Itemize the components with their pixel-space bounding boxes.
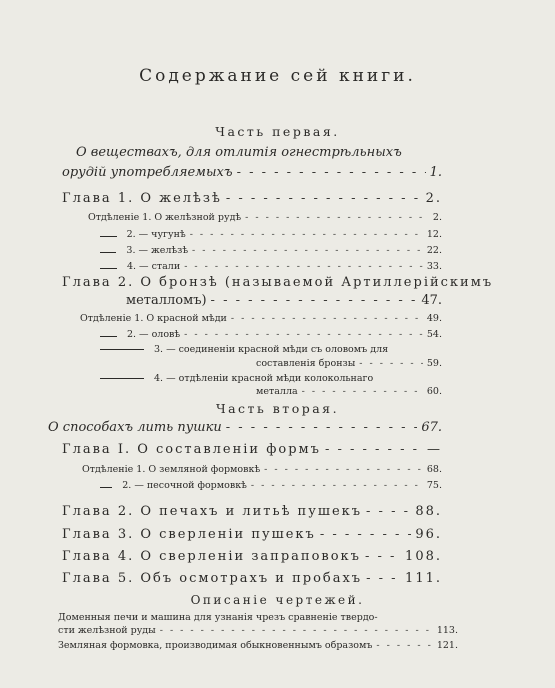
part2-subject: О способахъ лить пушки <box>48 420 222 435</box>
toc-section <box>100 245 442 256</box>
section-label: Отдѣленіе 1. О земляной формовкѣ <box>82 464 261 475</box>
section-label: 2. — чугунѣ <box>126 229 186 240</box>
chapter2-line1: Глава 2. О бронзѣ (называемой Артиллерійскимъ <box>62 275 494 290</box>
section-line1: 3. — соединеніи красной мѣди съ оловомъ для <box>100 344 388 355</box>
ditto-rule <box>100 268 117 269</box>
part1-heading: Часть первая. <box>215 124 340 139</box>
toc-section <box>100 480 442 491</box>
chapter-label: Глава 5. Объ осмотрахъ и пробахъ <box>62 571 363 586</box>
drawing-label: Земляная формовка, производимая обыкновеннымъ образомъ <box>58 640 373 651</box>
page-number: 2. <box>432 212 442 223</box>
page-number: 88. <box>415 504 442 519</box>
toc-section <box>100 329 442 340</box>
toc-chapter <box>62 191 442 206</box>
toc-section <box>82 464 442 475</box>
page-number: 67. <box>421 420 442 435</box>
page-number: 121. <box>436 640 458 651</box>
part2-subject-entry <box>48 420 442 435</box>
drawings-heading: Описаніе чертежей. <box>190 593 365 607</box>
page-number: 59. <box>426 358 442 369</box>
page-number: 60. <box>426 386 442 397</box>
chapter-label: Глава I. О составленіи формъ <box>62 442 321 457</box>
page-number: 33. <box>426 261 442 272</box>
toc-chapter <box>62 504 442 519</box>
toc-chapter <box>62 571 442 586</box>
section-label: составленія бронзы <box>256 358 356 369</box>
toc-section <box>100 261 442 272</box>
toc-section <box>256 358 442 369</box>
chapter-label: Глава 3. О сверленіи пушекъ <box>62 527 316 542</box>
page-number: 108. <box>405 549 442 564</box>
chapter-label: Глава 1. О желѣзѣ <box>62 191 222 206</box>
drawing-label: сти желѣзной руды <box>58 625 156 636</box>
page-number: 22. <box>426 245 442 256</box>
ditto-rule <box>100 487 112 488</box>
section-label: 4. — стали <box>126 261 181 272</box>
section-label: Отдѣленіе 1. О красной мѣди <box>80 313 227 324</box>
page-number: 49. <box>426 313 442 324</box>
section-label: металла <box>256 386 298 397</box>
part1-subject-entry <box>62 165 442 180</box>
ditto-rule <box>100 349 144 350</box>
ditto-rule <box>100 236 117 237</box>
ditto-rule <box>100 336 117 337</box>
toc-chapter <box>62 527 442 542</box>
section-label: Отдѣленіе 1. О желѣзной рудѣ <box>88 212 242 223</box>
page-title: Содержание сей книги. <box>139 66 416 86</box>
ditto-rule <box>100 378 144 379</box>
page-number: 2. <box>425 191 442 206</box>
section-line1: 4. — отдѣленіи красной мѣди колокольнаго <box>100 373 373 384</box>
section-label: 3. — желѣзѣ <box>126 245 189 256</box>
toc-chapter <box>62 442 442 457</box>
page-number: 113. <box>436 625 458 636</box>
toc-drawing <box>58 640 458 651</box>
toc-drawing <box>58 625 458 636</box>
page-number: 111. <box>405 571 442 586</box>
drawing-line1: Доменныя печи и машина для узнанія чрезъ сравненіе твердо- <box>58 612 378 623</box>
page-number: 68. <box>426 464 442 475</box>
section-label: 2. — песочной формовкѣ <box>122 480 247 491</box>
page-number: 75. <box>426 480 442 491</box>
toc-chapter <box>126 293 442 308</box>
ditto-rule <box>100 252 116 253</box>
chapter-label: Глава 2. О печахъ и литьѣ пушекъ <box>62 504 363 519</box>
page-number: 96. <box>415 527 442 542</box>
page-number: 1. <box>429 165 442 180</box>
toc-chapter <box>62 549 442 564</box>
page-number: 12. <box>426 229 442 240</box>
toc-section <box>256 386 442 397</box>
section-label: 2. — оловѣ <box>126 329 181 340</box>
part2-heading: Часть вторая. <box>215 401 340 416</box>
chapter-label: металломъ) <box>126 293 207 308</box>
page-number: — <box>427 442 442 457</box>
chapter-label: Глава 4. О сверленіи запраповокъ <box>62 549 361 564</box>
page-number: 47. <box>421 293 442 308</box>
toc-section <box>80 313 442 324</box>
part1-subject-line1: О веществахъ, для отлитія огнестрѣльныхъ <box>76 145 402 160</box>
part1-subject-line2: орудій употребляемыхъ <box>62 165 233 180</box>
toc-section <box>88 212 442 223</box>
page-number: 54. <box>426 329 442 340</box>
toc-section <box>100 229 442 240</box>
